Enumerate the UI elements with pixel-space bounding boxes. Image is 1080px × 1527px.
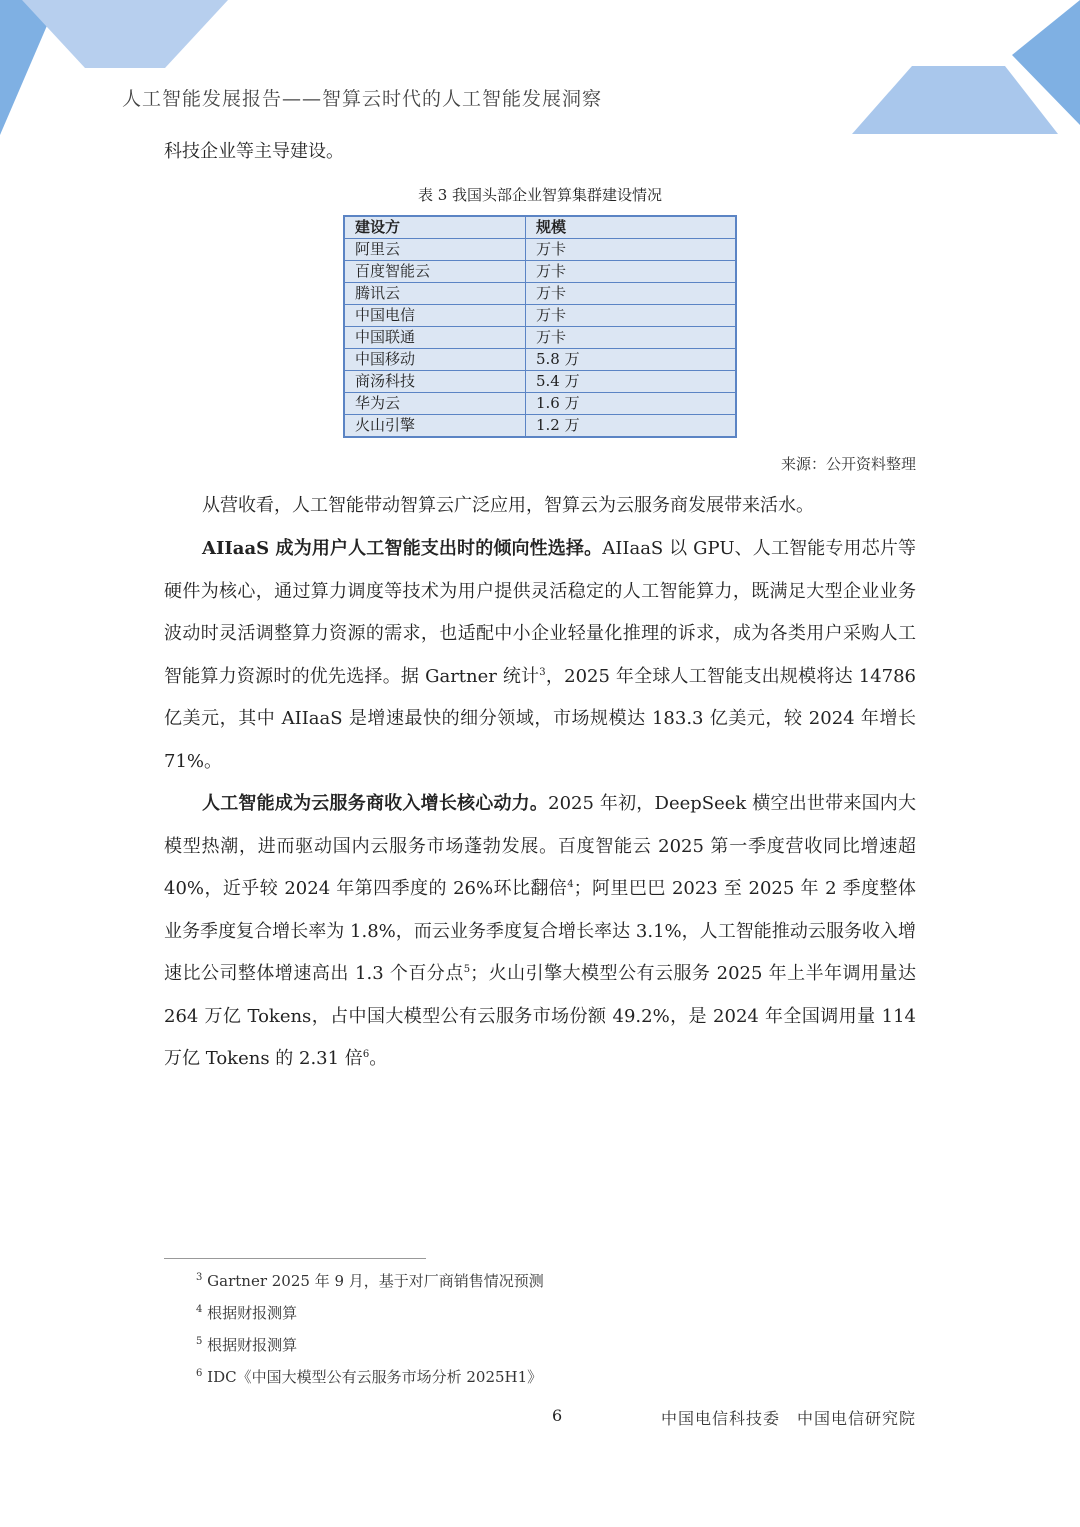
paragraph-revenue: 从营收看，人工智能带动智算云广泛应用，智算云为云服务商发展带来活水。: [202, 495, 814, 516]
table-cell-builder: 商汤科技: [344, 371, 526, 393]
footnote-ref-5: 5: [463, 964, 471, 975]
cluster-table: [343, 215, 737, 438]
table-row: [344, 283, 736, 305]
table-header-row: [344, 216, 736, 239]
footnote-text: 根据财报测算: [207, 1304, 298, 1322]
deco-trapezoid-right: [852, 66, 1058, 134]
table-cell-scale: 万卡: [526, 305, 737, 327]
table-row: [344, 327, 736, 349]
table-cell-builder: 阿里云: [344, 239, 526, 261]
footnote-item: [196, 1334, 297, 1355]
paragraph-aiiaas-text-a: AIIaaS 以 GPU、人工智能专用芯片等硬件为核心，通过算力调度等技术为用户提供灵活稳定的人工智能算力，既满足大型企业业务波动时灵活调整算力资源的需求，也适配中小企业轻量化推理的诉求，成为各类用户采购人工智能算力资源时的优先选择。据 Gartner 统计: [164, 538, 916, 687]
deco-triangle-left-bar: [22, 0, 228, 68]
footnote-ref-6: 6: [362, 1049, 370, 1060]
footnote-number: 3: [196, 1272, 203, 1283]
paragraph-cloud-growth-text-c: ；火山引擎大模型公有云服务 2025 年上半年调用量达 264 万亿 Tokens，占中国大模型公有云服务市场份额 49.2%，是 2024 年全国调用量 114 万亿 Tokens 的 2.31 倍: [164, 963, 916, 1069]
paragraph-aiiaas: [164, 528, 916, 783]
footnote-item: [196, 1270, 544, 1291]
table-row: [344, 305, 736, 327]
table-cell-builder: 百度智能云: [344, 261, 526, 283]
table-row: [344, 371, 736, 393]
table-source: 来源：公开资料整理: [780, 455, 916, 473]
footnote-text: Gartner 2025 年 9 月，基于对厂商销售情况预测: [207, 1272, 544, 1290]
table-cell-scale: 5.8 万: [526, 349, 737, 371]
table-cell-builder: 中国移动: [344, 349, 526, 371]
footnote-text: 根据财报测算: [207, 1336, 298, 1354]
header-decoration: [0, 0, 1080, 140]
column-header-scale: 规模: [526, 216, 737, 239]
paragraph-cloud-growth-heading: 人工智能成为云服务商收入增长核心动力。: [202, 793, 549, 814]
table-cell-scale: 万卡: [526, 327, 737, 349]
table-cell-scale: 万卡: [526, 261, 737, 283]
footnote-divider: [164, 1258, 426, 1259]
paragraph-cloud-growth-text-b: ；阿里巴巴 2023 至 2025 年 2 季度整体业务季度复合增长率为 1.8%，而云业务季度复合增长率达 3.1%，人工智能推动云服务收入增速比公司整体增速高出 1.3 个百分点: [164, 878, 916, 984]
footnote-number: 5: [196, 1336, 203, 1347]
paragraph-aiiaas-text-b: ，2025 年全球人工智能支出规模将达 14786 亿美元，其中 AIIaaS 是增速最快的细分领域，市场规模达 183.3 亿美元，较 2024 年增长 71%。: [164, 665, 917, 772]
table-row: [344, 393, 736, 415]
table-row: [344, 349, 736, 371]
paragraph-cloud-growth-text-d: 。: [369, 1048, 388, 1069]
footnote-text: IDC《中国大模型公有云服务市场分析 2025H1》: [207, 1368, 543, 1386]
table-row: [344, 239, 736, 261]
table-cell-builder: 中国联通: [344, 327, 526, 349]
table-cell-builder: 火山引擎: [344, 415, 526, 438]
column-header-builder: 建设方: [344, 216, 526, 239]
table-row: [344, 261, 736, 283]
footnote-ref-4: 4: [567, 879, 574, 890]
footnote-ref-3: 3: [539, 666, 546, 678]
table-cell-scale: 5.4 万: [526, 371, 737, 393]
footnote-number: 4: [196, 1304, 203, 1315]
table-cell-scale: 1.6 万: [526, 393, 737, 415]
paragraph-cloud-growth: [164, 783, 916, 1081]
table-cell-scale: 万卡: [526, 239, 737, 261]
paragraph-cloud-growth-text-a: 2025 年初，DeepSeek 横空出世带来国内大模型热潮，进而驱动国内云服务市场蓬勃发展。百度智能云 2025 第一季度营收同比增速超 40%，近乎较 2024 年第四季度的 26%环比翻倍: [164, 793, 916, 899]
table-cell-builder: 中国电信: [344, 305, 526, 327]
table-cell-scale: 万卡: [526, 283, 737, 305]
table-caption: 表 3 我国头部企业智算集群建设情况: [417, 186, 663, 204]
lead-text: 科技企业等主导建设。: [164, 141, 344, 162]
table-cell-scale: 1.2 万: [526, 415, 737, 438]
footer-organizations: 中国电信科技委 中国电信研究院: [660, 1409, 916, 1428]
table-row: [344, 415, 736, 438]
footnote-number: 6: [196, 1368, 203, 1379]
table-cell-builder: 华为云: [344, 393, 526, 415]
header-title: 人工智能发展报告——智算云时代的人工智能发展洞察: [122, 88, 603, 110]
page-number: 6: [552, 1406, 563, 1425]
footnote-item: [196, 1302, 297, 1323]
footnote-item: [196, 1366, 542, 1387]
paragraph-aiiaas-heading: AIIaaS 成为用户人工智能支出时的倾向性选择。: [202, 538, 603, 559]
table-cell-builder: 腾讯云: [344, 283, 526, 305]
